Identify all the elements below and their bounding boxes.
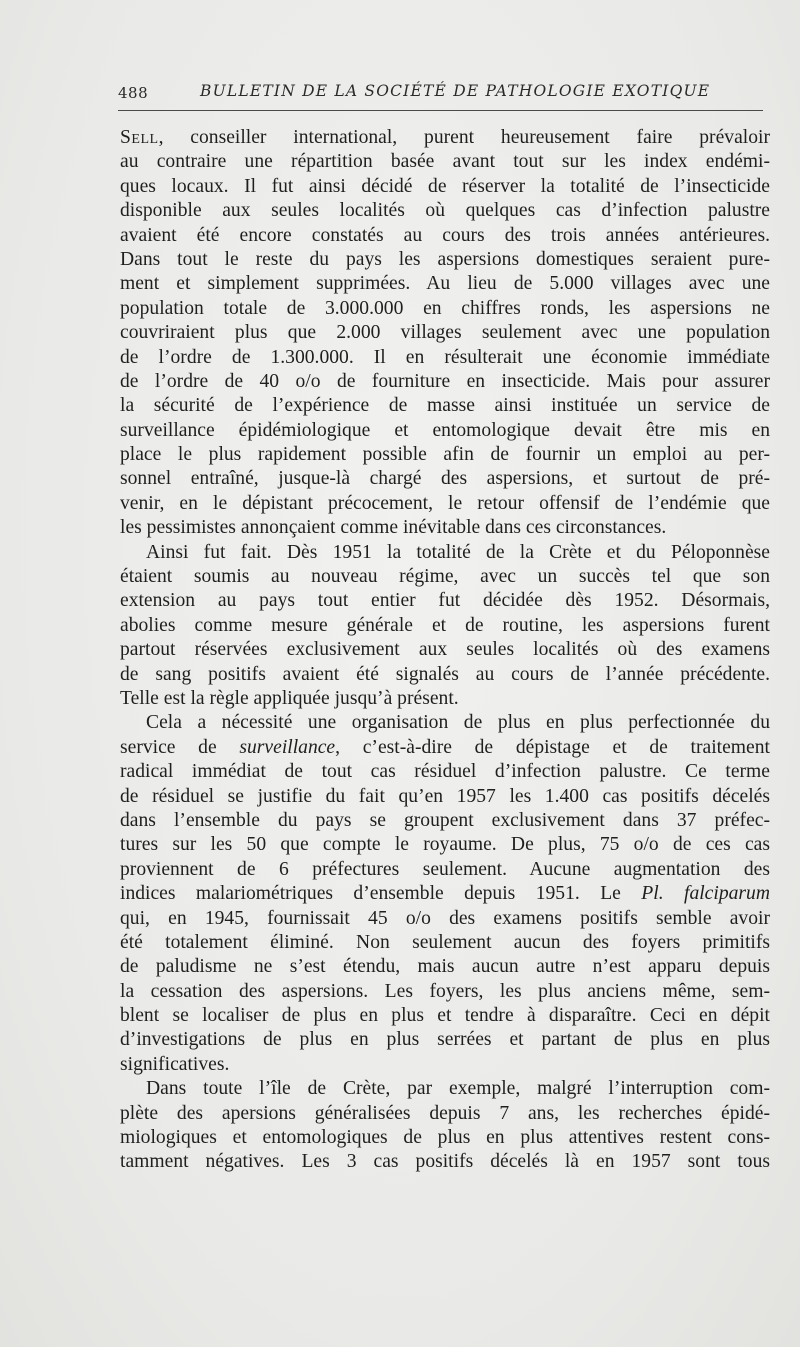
text-line	[120, 1150, 770, 1174]
page-number: 488	[118, 84, 149, 102]
line-text: significatives.	[120, 1053, 230, 1075]
line-text: Dans toute l’île de Crète, par exemple, malgré l’interruption com-	[146, 1078, 770, 1100]
text-line	[120, 370, 770, 394]
line-text: radical immédiat de tout cas résiduel d’infection palustre. Ce terme	[120, 761, 770, 783]
text-line	[120, 565, 770, 589]
line-text: abolies comme mesure générale et de routine, les aspersions furent	[120, 614, 770, 636]
line-text: indices malariométriques d’ensemble depuis 1951. Le	[120, 883, 642, 905]
body-text	[120, 126, 770, 1175]
line-text: de sang positifs avaient été signalés au cours de l’année précédente.	[120, 663, 770, 685]
line-text: de paludisme ne s’est étendu, mais aucun autre n’est apparu depuis	[120, 956, 770, 978]
line-text: miologiques et entomologiques de plus en plus attentives restent cons-	[120, 1127, 770, 1149]
text-line	[120, 907, 770, 931]
text-line	[120, 589, 770, 613]
line-text: sonnel entraîné, jusque-là chargé des aspersions, et surtout de pré-	[120, 468, 770, 490]
line-text: les pessimistes annonçaient comme inévitable dans ces circonstances.	[120, 517, 667, 539]
line-text: surveillance épidémiologique et entomologique devait être mis en	[120, 419, 770, 441]
line-text: partout réservées exclusivement aux seules localités où des examens	[120, 639, 770, 661]
text-line	[120, 663, 770, 687]
text-line	[120, 224, 770, 248]
line-text: extension au pays tout entier fut décidée dès 1952. Désormais,	[120, 590, 770, 612]
text-line	[120, 785, 770, 809]
line-text: venir, en le dépistant précocement, le retour offensif de l’endémie que	[120, 492, 770, 514]
line-text: étaient soumis au nouveau régime, avec un succès tel que son	[120, 566, 770, 588]
text-line	[120, 126, 770, 150]
text-line	[120, 443, 770, 467]
text-line	[120, 1102, 770, 1126]
line-text: tamment négatives. Les 3 cas positifs décelés là en 1957 sont tous	[120, 1151, 770, 1173]
text-line	[120, 1004, 770, 1028]
text-line	[120, 833, 770, 857]
line-text: de l’ordre de 40 o/o de fourniture en insecticide. Mais pour assurer	[120, 370, 770, 392]
text-line	[120, 614, 770, 638]
text-line	[120, 1077, 770, 1101]
line-text: population totale de 3.000.000 en chiffres ronds, les aspersions ne	[120, 297, 770, 319]
running-title: BULLETIN DE LA SOCIÉTÉ DE PATHOLOGIE EXOTIQUE	[200, 82, 711, 100]
text-line	[120, 272, 770, 296]
line-text: qui, en 1945, fournissait 45 o/o des examens positifs semble avoir	[120, 907, 770, 929]
line-text-tail: , c’est-à-dire de dépistage et de traitement	[335, 736, 770, 758]
line-text: été totalement éliminé. Non seulement aucun des foyers primitifs	[120, 931, 770, 953]
italic-term: Pl. falciparum	[641, 883, 770, 905]
line-text: place le plus rapidement possible afin de fournir un emploi au per-	[120, 444, 770, 466]
line-text: ment et simplement supprimées. Au lieu de 5.000 villages avec une	[120, 273, 770, 295]
text-line	[120, 711, 770, 735]
text-line	[120, 638, 770, 662]
line-text: blent se localiser de plus en plus et tendre à disparaître. Ceci en dépit	[120, 1005, 770, 1027]
line-text: la cessation des aspersions. Les foyers, les plus anciens même, sem-	[120, 980, 770, 1002]
line-text: ques locaux. Il fut ainsi décidé de réserver la totalité de l’insecticide	[120, 175, 770, 197]
text-line	[120, 492, 770, 516]
line-text: service de	[120, 736, 240, 758]
text-line	[120, 736, 770, 760]
line-text: dans l’ensemble du pays se groupent exclusivement dans 37 préfec-	[120, 809, 770, 831]
text-line	[120, 931, 770, 955]
line-text: , conseiller international, purent heureusement faire prévaloir	[158, 127, 770, 148]
text-line	[120, 297, 770, 321]
line-text: disponible aux seules localités où quelques cas d’infection palustre	[120, 200, 770, 222]
text-line	[120, 980, 770, 1004]
text-line	[120, 687, 770, 711]
line-text: Cela a nécessité une organisation de plus en plus perfectionnée du	[146, 712, 770, 734]
text-line	[120, 199, 770, 223]
line-text: de résiduel se justifie du fait qu’en 1957 les 1.400 cas positifs décelés	[120, 785, 770, 807]
text-line	[120, 175, 770, 199]
line-text: de l’ordre de 1.300.000. Il en résulterait une économie immédiate	[120, 346, 770, 368]
text-line	[120, 760, 770, 784]
text-line	[120, 1028, 770, 1052]
line-text: d’investigations de plus en plus serrées et partant de plus en plus	[120, 1029, 770, 1051]
text-line	[120, 1053, 770, 1077]
author-name-smallcaps: Sell	[120, 127, 159, 148]
page-header	[118, 82, 763, 108]
text-line	[120, 809, 770, 833]
text-line	[120, 346, 770, 370]
line-text: couvriraient plus que 2.000 villages seulement avec une population	[120, 322, 770, 344]
line-text: la sécurité de l’expérience de masse ainsi instituée un service de	[120, 395, 770, 417]
line-text: Ainsi fut fait. Dès 1951 la totalité de la Crète et du Péloponnèse	[146, 541, 770, 563]
text-line	[120, 419, 770, 443]
text-line	[120, 467, 770, 491]
line-text: avaient été encore constatés au cours des trois années antérieures.	[120, 224, 770, 246]
text-line	[120, 394, 770, 418]
text-line	[120, 882, 770, 906]
line-text: tures sur les 50 que compte le royaume. De plus, 75 o/o de ces cas	[120, 834, 770, 856]
line-text: Dans tout le reste du pays les aspersions domestiques seraient pure-	[120, 248, 770, 270]
line-text: au contraire une répartition basée avant tout sur les index endémi-	[120, 151, 770, 173]
text-line	[120, 858, 770, 882]
text-line	[120, 321, 770, 345]
header-rule	[118, 110, 763, 111]
text-line	[120, 516, 770, 540]
italic-term: surveillance	[239, 736, 336, 758]
text-line	[120, 1126, 770, 1150]
text-line	[120, 541, 770, 565]
line-text: Telle est la règle appliquée jusqu’à présent.	[120, 687, 459, 709]
line-text: plète des apersions généralisées depuis 7 ans, les recherches épidé-	[120, 1102, 770, 1124]
text-line	[120, 955, 770, 979]
text-line	[120, 150, 770, 174]
text-line	[120, 248, 770, 272]
line-text: proviennent de 6 préfectures seulement. Aucune augmentation des	[120, 858, 770, 880]
